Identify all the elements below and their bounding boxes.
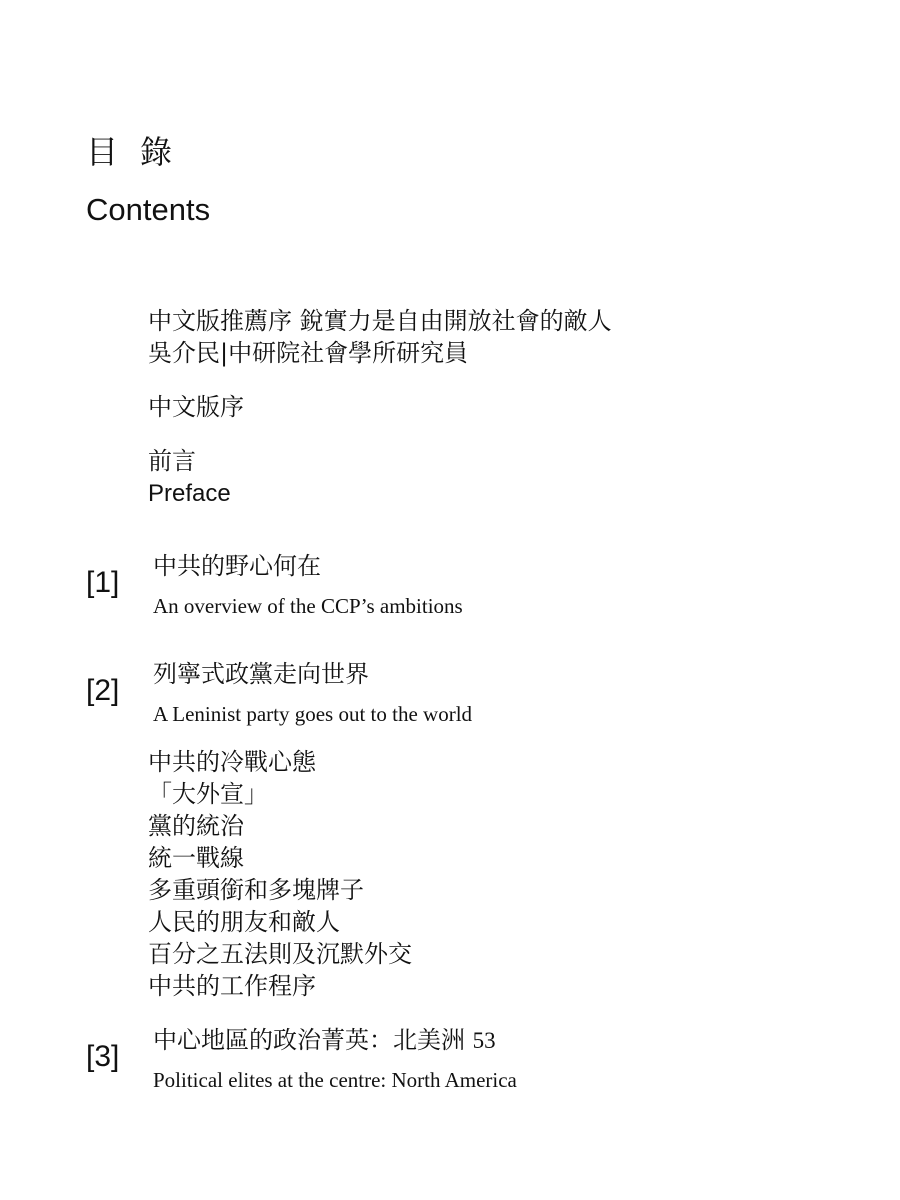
section-item: 中共的工作程序 <box>148 972 316 1000</box>
toc-entry-preface-en: Preface <box>148 480 231 507</box>
toc-entry-foreword-title: 中文版推薦序 銳實力是自由開放社會的敵人 <box>148 307 612 335</box>
section-item: 百分之五法則及沉默外交 <box>148 940 412 968</box>
page-title-chinese: 目錄 <box>86 133 195 171</box>
chapter-3-page-number: 53 <box>472 1028 496 1053</box>
chapter-number-3: [3] <box>86 1040 120 1073</box>
chapter-2-section-list <box>148 746 412 1002</box>
page-title-english: Contents <box>86 192 211 227</box>
section-item: 「大外宣」 <box>148 780 268 808</box>
chapter-1-title-cn: 中共的野心何在 <box>153 552 321 580</box>
toc-entry-foreword-author: 吳介民|中研院社會學所研究員 <box>148 339 469 367</box>
chapter-2-title-cn: 列寧式政黨走向世界 <box>153 660 369 688</box>
section-item: 統一戰線 <box>148 844 244 872</box>
chapter-number-1: [1] <box>86 566 120 599</box>
chapter-2-title-en: A Leninist party goes out to the world <box>153 702 473 726</box>
toc-entry-chinese-preface: 中文版序 <box>148 393 244 421</box>
section-item: 中共的冷戰心態 <box>148 748 316 776</box>
chapter-3-title-text: 中心地區的政治菁英：北美洲 <box>153 1026 465 1054</box>
section-item: 多重頭銜和多塊牌子 <box>148 876 364 904</box>
section-item: 黨的統治 <box>148 812 244 840</box>
chapter-3-title-en: Political elites at the centre: North America <box>153 1068 517 1092</box>
chapter-number-2: [2] <box>86 674 120 707</box>
chapter-1-title-en: An overview of the CCP’s ambitions <box>153 594 463 618</box>
chapter-3-title-cn <box>153 1028 496 1052</box>
toc-entry-preface-cn: 前言 <box>148 447 196 475</box>
section-item: 人民的朋友和敵人 <box>148 908 340 936</box>
